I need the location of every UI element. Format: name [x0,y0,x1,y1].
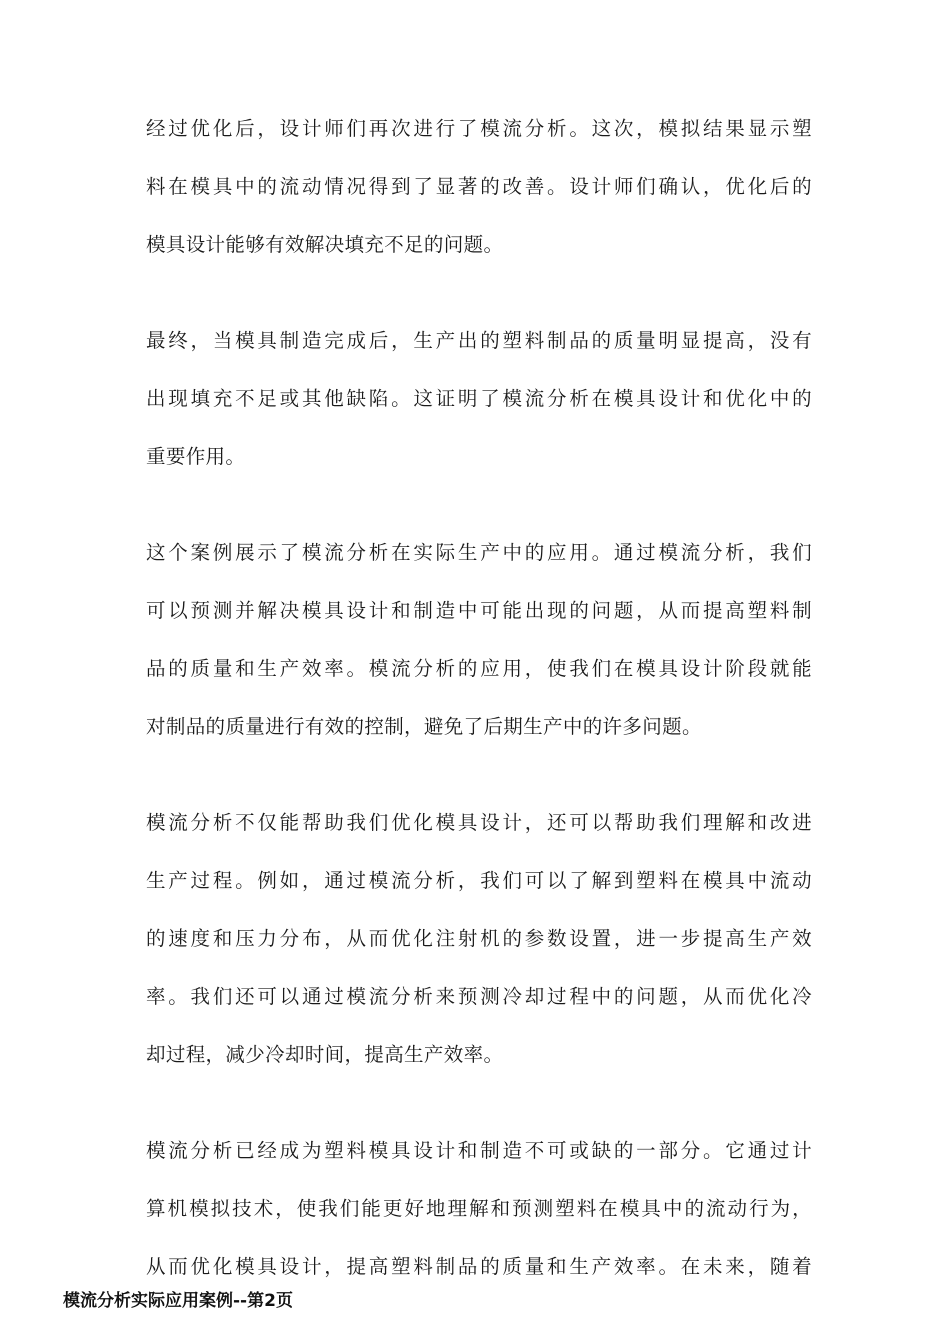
paragraph-1 [146,100,812,274]
text-line: 对制品的质量进行有效的控制，避免了后期生产中的许多问题。 [146,715,702,738]
text-line: 品的质量和生产效率。模流分析的应用，使我们在模具设计阶段就能 [146,657,812,680]
text-line: 这个案例展示了模流分析在实际生产中的应用。通过模流分析，我们 [146,541,812,564]
text-line: 算机模拟技术，使我们能更好地理解和预测塑料在模具中的流动行为， [146,1197,812,1220]
paragraph-2 [146,312,812,486]
text-line: 却过程，减少冷却时间，提高生产效率。 [146,1043,504,1066]
paragraph-4 [146,794,812,1084]
paragraph-5 [146,1122,812,1296]
text-line: 最终，当模具制造完成后，生产出的塑料制品的质量明显提高，没有 [146,329,812,352]
paragraph-3 [146,524,812,756]
text-line: 生产过程。例如，通过模流分析，我们可以了解到塑料在模具中流动 [146,869,812,892]
text-line: 模流分析已经成为塑料模具设计和制造不可或缺的一部分。它通过计 [146,1139,812,1162]
text-line: 率。我们还可以通过模流分析来预测冷却过程中的问题，从而优化冷 [146,985,812,1008]
text-line: 模流分析不仅能帮助我们优化模具设计，还可以帮助我们理解和改进 [146,811,812,834]
text-line: 经过优化后，设计师们再次进行了模流分析。这次，模拟结果显示塑 [146,117,812,140]
document-body [146,100,812,1334]
text-line: 料在模具中的流动情况得到了显著的改善。设计师们确认，优化后的 [146,175,812,198]
text-line: 从而优化模具设计，提高塑料制品的质量和生产效率。在未来，随着 [146,1255,812,1278]
text-line: 可以预测并解决模具设计和制造中可能出现的问题，从而提高塑料制 [146,599,812,622]
page-footer: 模流分析实际应用案例--第2页 [63,1291,293,1311]
text-line: 的速度和压力分布，从而优化注射机的参数设置，进一步提高生产效 [146,927,812,950]
text-line: 模具设计能够有效解决填充不足的问题。 [146,233,504,256]
text-line: 重要作用。 [146,445,246,468]
text-line: 出现填充不足或其他缺陷。这证明了模流分析在模具设计和优化中的 [146,387,812,410]
